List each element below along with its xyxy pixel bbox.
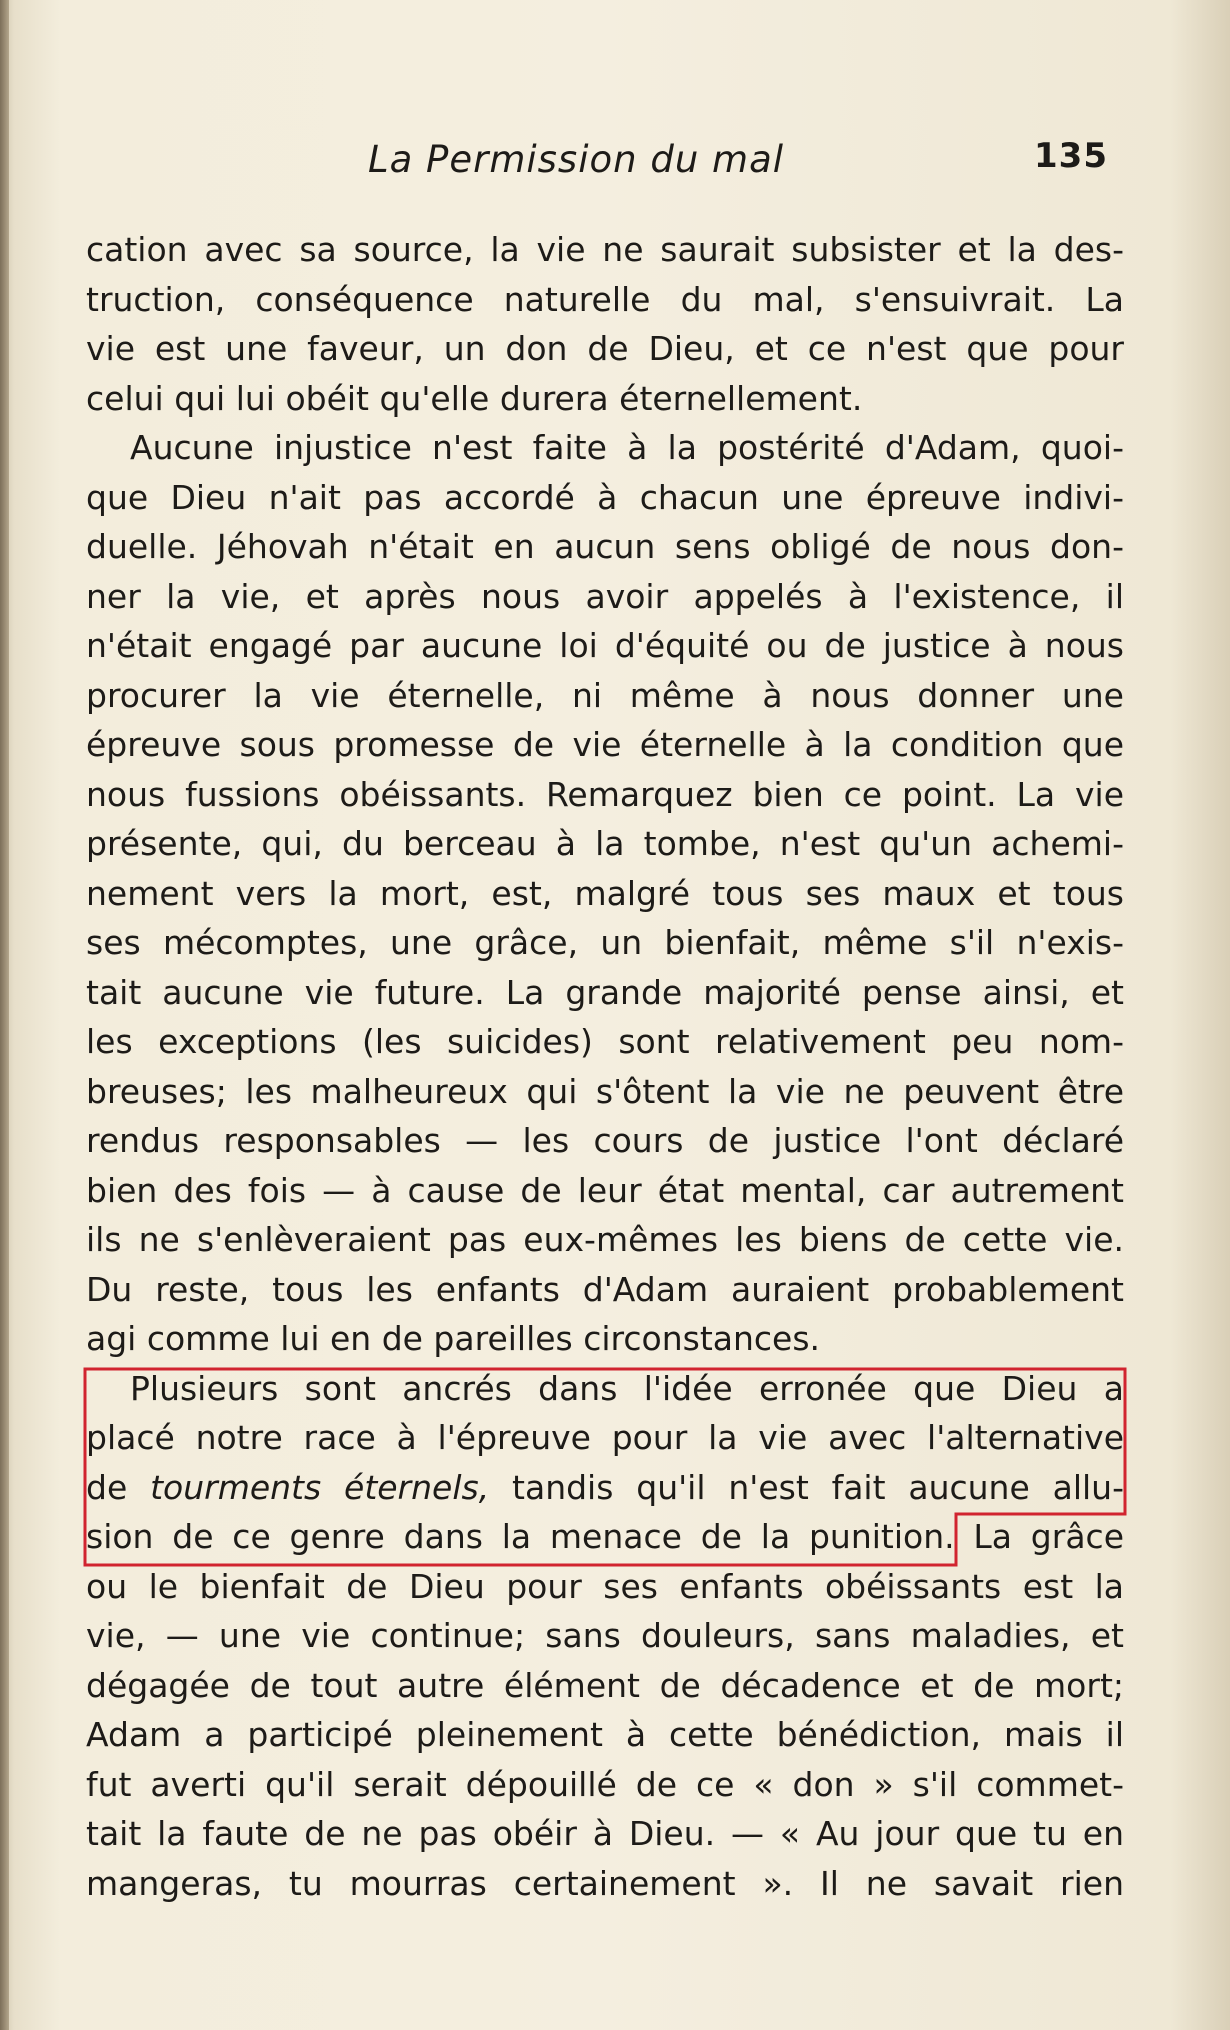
text-line: nement vers la mort, est, malgré tous ses maux et tous [86, 873, 1124, 913]
text-line: les exceptions (les suicides) sont relativement peu nom- [86, 1022, 1124, 1061]
text-line: vie est une faveur, un don de Dieu, et ce n'est que pour [86, 329, 1124, 368]
text-line: n'était engagé par aucune loi d'équité ou de justice à nous [86, 626, 1124, 665]
text-line: mangeras, tu mourras certainement ». Il ne savait rien [86, 1863, 1124, 1903]
text-line: celui qui lui obéit qu'elle durera éternellement. [86, 378, 863, 418]
text-line: duelle. Jéhovah n'était en aucun sens obligé de nous don- [86, 527, 1124, 566]
page-header [88, 130, 1108, 190]
text-line: cation avec sa source, la vie ne saurait subsister et la des- [86, 230, 1124, 269]
text-line: ses mécomptes, une grâce, un bienfait, même s'il n'exis- [86, 923, 1124, 962]
text-line: agi comme lui en de pareilles circonstances. [86, 1319, 821, 1358]
text-line: épreuve sous promesse de vie éternelle à la condition que [86, 725, 1124, 764]
text-line: procurer la vie éternelle, ni même à nous donner une [86, 675, 1124, 715]
text-line: nous fussions obéissants. Remarquez bien ce point. La vie [86, 774, 1124, 814]
text-line: ils ne s'enlèveraient pas eux-mêmes les biens de cette vie. [86, 1220, 1124, 1259]
text-line: Plusieurs sont ancrés dans l'idée erronée que Dieu a [130, 1368, 1124, 1408]
text-line: rendus responsables — les cours de justice l'ont déclaré [86, 1121, 1124, 1160]
text-line: présente, qui, du berceau à la tombe, n'est qu'un achemi- [86, 824, 1124, 863]
text-line: Du reste, tous les enfants d'Adam auraient probablement [86, 1269, 1124, 1309]
text-line: dégagée de tout autre élément de décadence et de mort; [86, 1665, 1124, 1705]
text-line: ou le bienfait de Dieu pour ses enfants obéissants est la [86, 1566, 1124, 1606]
page-number: 135 [1034, 136, 1108, 176]
text-fragment: sion de ce genre dans la menace de la punition. [86, 1517, 955, 1556]
emphasized-phrase: tourments éternels, [150, 1467, 490, 1507]
body-text [86, 225, 1124, 1908]
text-line: Aucune injustice n'est faite à la postérité d'Adam, quoi- [130, 428, 1124, 467]
text-line: vie, — une vie continue; sans douleurs, sans maladies, et [86, 1616, 1124, 1655]
text-fragment: La grâce [973, 1517, 1124, 1556]
text-line: bien des fois — à cause de leur état mental, car autrement [86, 1170, 1124, 1210]
text-line: Adam a participé pleinement à cette bénédiction, mais il [86, 1715, 1124, 1754]
text-line [86, 1512, 1124, 1562]
text-line: fut averti qu'il serait dépouillé de ce « don » s'il commet- [86, 1764, 1124, 1804]
text-line: que Dieu n'ait pas accordé à chacun une épreuve indivi- [86, 477, 1124, 517]
text-fragment: tandis qu'il n'est fait aucune allu- [512, 1467, 1124, 1507]
text-line: breuses; les malheureux qui s'ôtent la vie ne peuvent être [86, 1071, 1124, 1111]
text-line [86, 1463, 1124, 1513]
text-fragment: de [86, 1467, 128, 1507]
text-line: placé notre race à l'épreuve pour la vie avec l'alternative [86, 1418, 1124, 1457]
text-line: tait aucune vie future. La grande majorité pense ainsi, et [86, 972, 1124, 1012]
text-line: ner la vie, et après nous avoir appelés à l'existence, il [86, 576, 1124, 616]
running-title: La Permission du mal [368, 138, 785, 181]
text-line: tait la faute de ne pas obéir à Dieu. — « Au jour que tu en [86, 1814, 1124, 1853]
page-gutter-edge [0, 0, 9, 2030]
text-line: truction, conséquence naturelle du mal, s'ensuivrait. La [86, 279, 1124, 319]
